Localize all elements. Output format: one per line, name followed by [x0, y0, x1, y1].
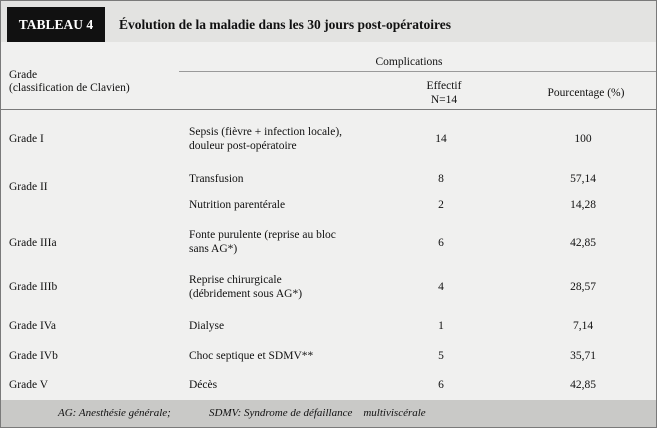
- effectif-header-line1: Effectif: [426, 80, 462, 92]
- effectif-header-line2: N=14: [430, 94, 458, 106]
- row-complication-line1: Nutrition parentérale: [189, 199, 286, 211]
- row-grade: Grade IVa: [9, 320, 56, 332]
- row-effectif: 4: [438, 281, 444, 293]
- row-effectif: 14: [435, 133, 447, 145]
- complications-underline: [179, 71, 656, 72]
- row-effectif: 6: [438, 379, 444, 391]
- row-complication-line1: Fonte purulente (reprise au bloc: [189, 229, 336, 241]
- row-complication-line2: (débridement sous AG*): [189, 288, 303, 300]
- grade-header-line1: Grade: [9, 69, 38, 81]
- row-grade: Grade II: [9, 181, 48, 193]
- row-grade: Grade IIIb: [9, 281, 58, 293]
- row-complication-line1: Transfusion: [189, 173, 244, 185]
- header-rule: [1, 109, 656, 110]
- pourcentage-header: Pourcentage (%): [547, 87, 625, 99]
- row-grade: Grade I: [9, 133, 44, 145]
- row-complication-line1: Dialyse: [189, 320, 225, 332]
- row-effectif: 5: [438, 350, 444, 362]
- row-pourcentage: 28,57: [570, 281, 596, 293]
- row-pourcentage: 14,28: [570, 199, 596, 211]
- grade-header-line2: (classification de Clavien): [9, 82, 130, 94]
- row-effectif: 8: [438, 173, 444, 185]
- row-grade: Grade IVb: [9, 350, 58, 362]
- row-pourcentage: 57,14: [570, 173, 596, 185]
- row-complication-line1: Sepsis (fièvre + infection locale),: [189, 126, 343, 138]
- row-complication-line2: douleur post-opératoire: [189, 140, 297, 152]
- row-complication-line2: sans AG*): [189, 243, 238, 255]
- row-pourcentage: 42,85: [570, 237, 596, 249]
- row-grade: Grade V: [9, 379, 49, 391]
- table-label: TABLEAU 4: [7, 7, 105, 42]
- table-title: Évolution de la maladie dans les 30 jours post-opératoires: [119, 17, 452, 32]
- row-effectif: 6: [438, 237, 444, 249]
- footnote-sdmv: SDMV: Syndrome de défaillance multiviscérale: [209, 407, 426, 419]
- row-pourcentage: 100: [574, 133, 592, 145]
- row-complication-line1: Choc septique et SDMV**: [189, 350, 314, 362]
- row-complication-line1: Reprise chirurgicale: [189, 274, 282, 286]
- row-pourcentage: 35,71: [570, 350, 596, 362]
- row-effectif: 1: [438, 320, 444, 332]
- complications-header: Complications: [375, 56, 443, 68]
- row-grade: Grade IIIa: [9, 237, 57, 249]
- row-pourcentage: 7,14: [572, 320, 594, 332]
- row-complication-line1: Décès: [189, 379, 218, 391]
- row-effectif: 2: [438, 199, 444, 211]
- footnote-ag: AG: Anesthésie générale;: [58, 407, 171, 419]
- row-pourcentage: 42,85: [570, 379, 596, 391]
